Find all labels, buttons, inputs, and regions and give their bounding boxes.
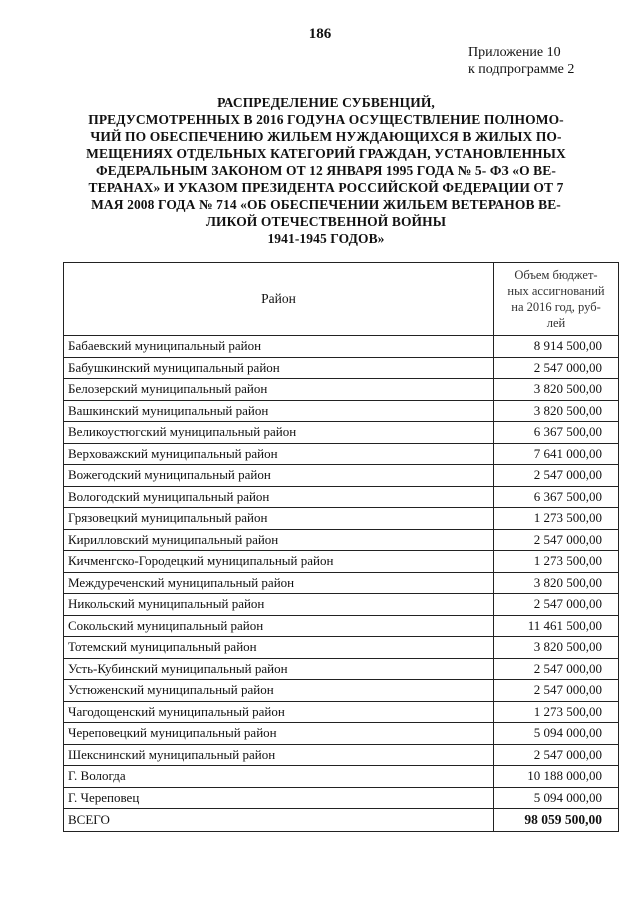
appendix-note — [468, 44, 574, 78]
district-name: Тотемский муниципальный район — [64, 637, 494, 659]
header-district: Район — [64, 263, 494, 336]
district-name: Кирилловский муниципальный район — [64, 529, 494, 551]
district-name: Кичменгско-Городецкий муниципальный район — [64, 551, 494, 573]
table-row — [64, 422, 619, 444]
district-name: Бабушкинский муниципальный район — [64, 357, 494, 379]
table-header-row — [64, 263, 619, 336]
district-name: Чагодощенский муниципальный район — [64, 701, 494, 723]
title-line: МАЯ 2008 ГОДА № 714 «ОБ ОБЕСПЕЧЕНИИ ЖИЛЬЕМ ВЕТЕРАНОВ ВЕ- — [91, 197, 561, 212]
table-row — [64, 465, 619, 487]
title-line: ПРЕДУСМОТРЕННЫХ В 2016 ГОДУНА ОСУЩЕСТВЛЕНИЕ ПОЛНОМО- — [88, 112, 564, 127]
appendix-line-2: к подпрограмме 2 — [468, 62, 575, 77]
table-row — [64, 594, 619, 616]
district-amount: 11 461 500,00 — [494, 615, 619, 637]
district-name: Грязовецкий муниципальный район — [64, 508, 494, 530]
district-amount: 5 094 000,00 — [494, 723, 619, 745]
district-name: Верховажский муниципальный район — [64, 443, 494, 465]
header-amount-line: на 2016 год, руб- — [511, 300, 601, 314]
district-name: Великоустюгский муниципальный район — [64, 422, 494, 444]
district-amount: 5 094 000,00 — [494, 787, 619, 809]
table-row — [64, 637, 619, 659]
district-amount: 2 547 000,00 — [494, 680, 619, 702]
title-line: РАСПРЕДЕЛЕНИЕ СУБВЕНЦИЙ, — [217, 95, 435, 110]
total-row — [64, 809, 619, 832]
district-amount: 7 641 000,00 — [494, 443, 619, 465]
district-amount: 2 547 000,00 — [494, 594, 619, 616]
district-amount: 2 547 000,00 — [494, 465, 619, 487]
district-name: Междуреченский муниципальный район — [64, 572, 494, 594]
table-row — [64, 336, 619, 358]
table-row — [64, 443, 619, 465]
district-name: Устюженский муниципальный район — [64, 680, 494, 702]
district-name: Сокольский муниципальный район — [64, 615, 494, 637]
title-line: ФЕДЕРАЛЬНЫМ ЗАКОНОМ ОТ 12 ЯНВАРЯ 1995 ГОДА № 5- ФЗ «О ВЕ- — [96, 163, 556, 178]
district-name: Вожегодский муниципальный район — [64, 465, 494, 487]
header-amount — [494, 263, 619, 336]
table-row — [64, 508, 619, 530]
district-name: Бабаевский муниципальный район — [64, 336, 494, 358]
district-amount: 2 547 000,00 — [494, 744, 619, 766]
district-name: Вашкинский муниципальный район — [64, 400, 494, 422]
document-title — [56, 94, 596, 247]
total-label: ВСЕГО — [64, 809, 494, 832]
table-row — [64, 486, 619, 508]
table-row — [64, 701, 619, 723]
district-name: Г. Вологда — [64, 766, 494, 788]
header-amount-line: лей — [546, 316, 566, 330]
district-name: Г. Череповец — [64, 787, 494, 809]
page-number: 186 — [308, 26, 332, 42]
header-amount-line: ных ассигнований — [507, 284, 605, 298]
title-line: ЧИЙ ПО ОБЕСПЕЧЕНИЮ ЖИЛЬЕМ НУЖДАЮЩИХСЯ В ЖИЛЫХ ПО- — [90, 129, 562, 144]
table-row — [64, 529, 619, 551]
district-amount: 10 188 000,00 — [494, 766, 619, 788]
title-line: ТЕРАНАХ» И УКАЗОМ ПРЕЗИДЕНТА РОССИЙСКОЙ ФЕДЕРАЦИИ ОТ 7 — [88, 180, 564, 195]
district-amount: 2 547 000,00 — [494, 357, 619, 379]
district-amount: 1 273 500,00 — [494, 508, 619, 530]
district-amount: 8 914 500,00 — [494, 336, 619, 358]
title-line: ЛИКОЙ ОТЕЧЕСТВЕННОЙ ВОЙНЫ — [205, 214, 447, 229]
table-row — [64, 787, 619, 809]
title-line: 1941-1945 ГОДОВ» — [267, 231, 385, 246]
district-amount: 3 820 500,00 — [494, 637, 619, 659]
table-row — [64, 723, 619, 745]
district-amount: 1 273 500,00 — [494, 551, 619, 573]
district-name: Вологодский муниципальный район — [64, 486, 494, 508]
table-row — [64, 658, 619, 680]
district-name: Шекснинский муниципальный район — [64, 744, 494, 766]
title-line: МЕЩЕНИЯХ ОТДЕЛЬНЫХ КАТЕГОРИЙ ГРАЖДАН, УСТАНОВЛЕННЫХ — [86, 146, 566, 161]
table-row — [64, 744, 619, 766]
table-row — [64, 379, 619, 401]
district-amount: 3 820 500,00 — [494, 572, 619, 594]
table-row — [64, 572, 619, 594]
total-amount: 98 059 500,00 — [494, 809, 619, 832]
district-name: Усть-Кубинский муниципальный район — [64, 658, 494, 680]
header-amount-line: Объем бюджет- — [514, 268, 598, 282]
subsidy-table — [63, 262, 619, 832]
district-name: Никольский муниципальный район — [64, 594, 494, 616]
table-row — [64, 766, 619, 788]
appendix-line-1: Приложение 10 — [468, 45, 561, 60]
table-row — [64, 357, 619, 379]
district-amount: 3 820 500,00 — [494, 400, 619, 422]
district-amount: 3 820 500,00 — [494, 379, 619, 401]
district-amount: 1 273 500,00 — [494, 701, 619, 723]
district-amount: 2 547 000,00 — [494, 658, 619, 680]
district-name: Белозерский муниципальный район — [64, 379, 494, 401]
district-amount: 6 367 500,00 — [494, 422, 619, 444]
district-amount: 2 547 000,00 — [494, 529, 619, 551]
district-name: Череповецкий муниципальный район — [64, 723, 494, 745]
table-row — [64, 551, 619, 573]
district-amount: 6 367 500,00 — [494, 486, 619, 508]
table-row — [64, 615, 619, 637]
table-row — [64, 680, 619, 702]
table-row — [64, 400, 619, 422]
